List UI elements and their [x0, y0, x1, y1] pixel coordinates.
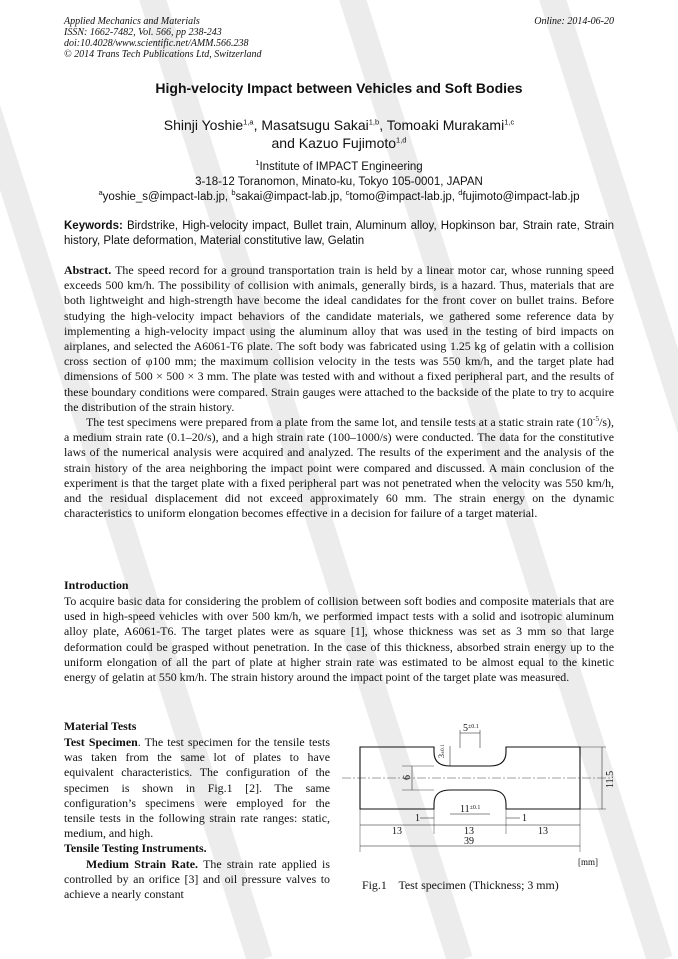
test-specimen-paragraph: [64, 735, 330, 841]
dim-fillet-right: 1: [522, 813, 527, 824]
online-date: Online: 2014-06-20: [534, 16, 614, 27]
dim-radius: 3±0.1: [437, 744, 446, 758]
exponent-sup: -5: [592, 414, 600, 424]
institute-line: [0, 160, 678, 175]
dim-height: 11.5: [605, 770, 616, 788]
dim-seg-right: 13: [538, 826, 548, 837]
keywords-text: Birdstrike, High-velocity impact, Bullet train, Aluminum alloy, Hopkinson bar, Strain rate, Strain history, Plate deformation, Material constitutive law, Gelatin: [64, 220, 614, 248]
instruments-heading: Tensile Testing Instruments.: [64, 841, 207, 856]
copyright-line: © 2014 Trans Tech Publications Ltd, Switzerland: [64, 49, 262, 60]
institute-name: Institute of IMPACT Engineering: [259, 161, 423, 173]
dim-total: 39: [464, 836, 474, 847]
email-link[interactable]: tomo@impact-lab.jp,: [349, 191, 459, 203]
medium-rate-label: Medium Strain Rate.: [86, 856, 199, 871]
email-link[interactable]: yoshie_s@impact-lab.jp,: [102, 191, 232, 203]
email-link[interactable]: sakai@impact-lab.jp,: [235, 191, 346, 203]
abstract-text: The speed record for a ground transportation train is held by a linear motor car, whose running speed exceeds 500 km/h. The possibility of collision with animals, generally birds, is a hazard. Thus, materials that are both lightweight and high-strength have become the ideal candidates for the front cover on bullet trains. Before studying the high-velocity impact behaviors of the candidate materials, we gathered some reference data by implementing a high-velocity impact using the aluminum alloy that was used in the testing of bird impacts on airplanes, and selected the A6061-T6 plate. The soft body was fabricated using 1.25 kg of gelatin with a collision cross section of φ100 mm; the maximum collision velocity in the tests was 550 km/h, and the target plate had dimensions of 500 × 500 × 3 mm. The plate was tested with and without a fixed peripheral part, and the results of these boundary conditions were compared. Strain gauges were attached to the backside of the plate to try to acquire the distribution of the strain history.: [64, 263, 614, 414]
test-specimen-label: Test Specimen: [64, 735, 138, 749]
dim-top-width: $5^{\pm 0.1}$: [463, 723, 479, 734]
dim-center-length: $11^{\pm 0.1}$: [460, 804, 481, 815]
dim-gauge: 6: [402, 775, 413, 780]
paper-title: High-velocity Impact between Vehicles and Soft Bodies: [155, 80, 523, 96]
journal-name: Applied Mechanics and Materials: [64, 16, 200, 27]
email-sup: b: [231, 188, 236, 198]
email-sup: c: [345, 188, 350, 198]
introduction-text: To acquire basic data for considering the problem of collision between soft bodies and composite materials that are used in high-speed vehicles with over 500 km/h, we performed impact tests with a solid and isotropic aluminum alloy plate, A6061-T6. The target plates were as square [1], whose thickness was set as 3 mm so that large deformation could be grasped without penetration. In the case of this thickness, absorbed strain energy up to the uniform elongation of all the part of plate at higher strain rate was estimated to be almost equal to the kinetic energy of gelatin at 550 km/h. The strain history around the impact point of the target plate was measured.: [64, 594, 614, 685]
medium-rate-paragraph: [64, 857, 330, 903]
author-sup: 1,a: [243, 117, 254, 127]
issn-line: ISSN: 1662-7482, Vol. 566, pp 238-243: [64, 27, 222, 38]
keywords-block: [64, 219, 614, 250]
author-name: and Kazuo Fujimoto: [271, 135, 397, 151]
abstract-section: [64, 263, 614, 521]
material-tests-heading: Material Tests: [64, 719, 137, 733]
author-list: [0, 116, 678, 152]
medium-rate-text: The strain rate applied is controlled by an orifice [3] and oil pressure valves to achieve a nearly constant: [64, 856, 330, 902]
dim-seg-mid: 13: [464, 826, 474, 837]
dim-seg-left: 13: [392, 826, 402, 837]
abstract-paragraph-1: [64, 263, 614, 415]
introduction-heading: Introduction: [64, 578, 129, 592]
affiliation-sup: 1: [255, 158, 260, 168]
author-line-2: [0, 134, 678, 152]
abstract-text: /s), a medium strain rate (0.1–20/s), and a high strain rate (100–1000/s) were conducted. The data for the constitutive laws of the numerical analysis were acquired and analyzed. The results of the experiment and the analysis of the strain history of the area neighboring the impact point were compared and discussed. A main conclusion of the experiment is that the target plate with a fixed peripheral part was not penetrated when the velocity was 550 km/h, and the residual displacement did not exceed approximately 60 mm. The strain energy on the dynamic characteristics to uniform elongation becomes effective in a decision for failure of a target material.: [64, 415, 614, 521]
email-sup: a: [98, 188, 103, 198]
author-sup: 1,d: [396, 135, 407, 145]
author-sup: 1,b: [368, 117, 380, 127]
email-link[interactable]: fujimoto@impact-lab.jp: [462, 191, 580, 203]
journal-header: [64, 16, 262, 60]
specimen-figure: [340, 722, 620, 872]
email-sup: d: [458, 188, 463, 198]
author-name: , Masatsugu Sakai: [253, 117, 369, 133]
test-specimen-text: . The test specimen for the tensile tests was taken from the same lot of plates to have equivalent characteristics. The configuration of the specimen is shown in Fig.1 [2]. The same configuration’s specimens were employed for the tensile tests in the following strain rate ranges: static, medium, and high.: [64, 735, 330, 841]
material-tests-column: [64, 735, 330, 902]
author-name: Shinji Yoshie: [163, 117, 244, 133]
address-line: 3-18-12 Toranomon, Minato-ku, Tokyo 105-0001, JAPAN: [195, 176, 483, 188]
abstract-paragraph-2: [64, 415, 614, 521]
email-line: [0, 190, 678, 205]
author-line-1: [0, 116, 678, 134]
author-sup: 1,c: [504, 117, 515, 127]
abstract-text: The test specimens were prepared from a plate from the same lot, and tensile tests at a static strain rate (10: [86, 415, 593, 430]
dim-unit: [mm]: [578, 857, 598, 867]
affiliation-block: [0, 160, 678, 205]
author-name: , Tomoaki Murakami: [379, 117, 505, 133]
dim-fillet-left: 1: [415, 813, 420, 824]
figure-caption: Fig.1 Test specimen (Thickness; 3 mm): [362, 878, 559, 892]
doi-line: doi:10.4028/www.scientific.net/AMM.566.238: [64, 38, 249, 49]
abstract-label: Abstract.: [64, 263, 112, 277]
keywords-label: Keywords:: [64, 220, 123, 232]
